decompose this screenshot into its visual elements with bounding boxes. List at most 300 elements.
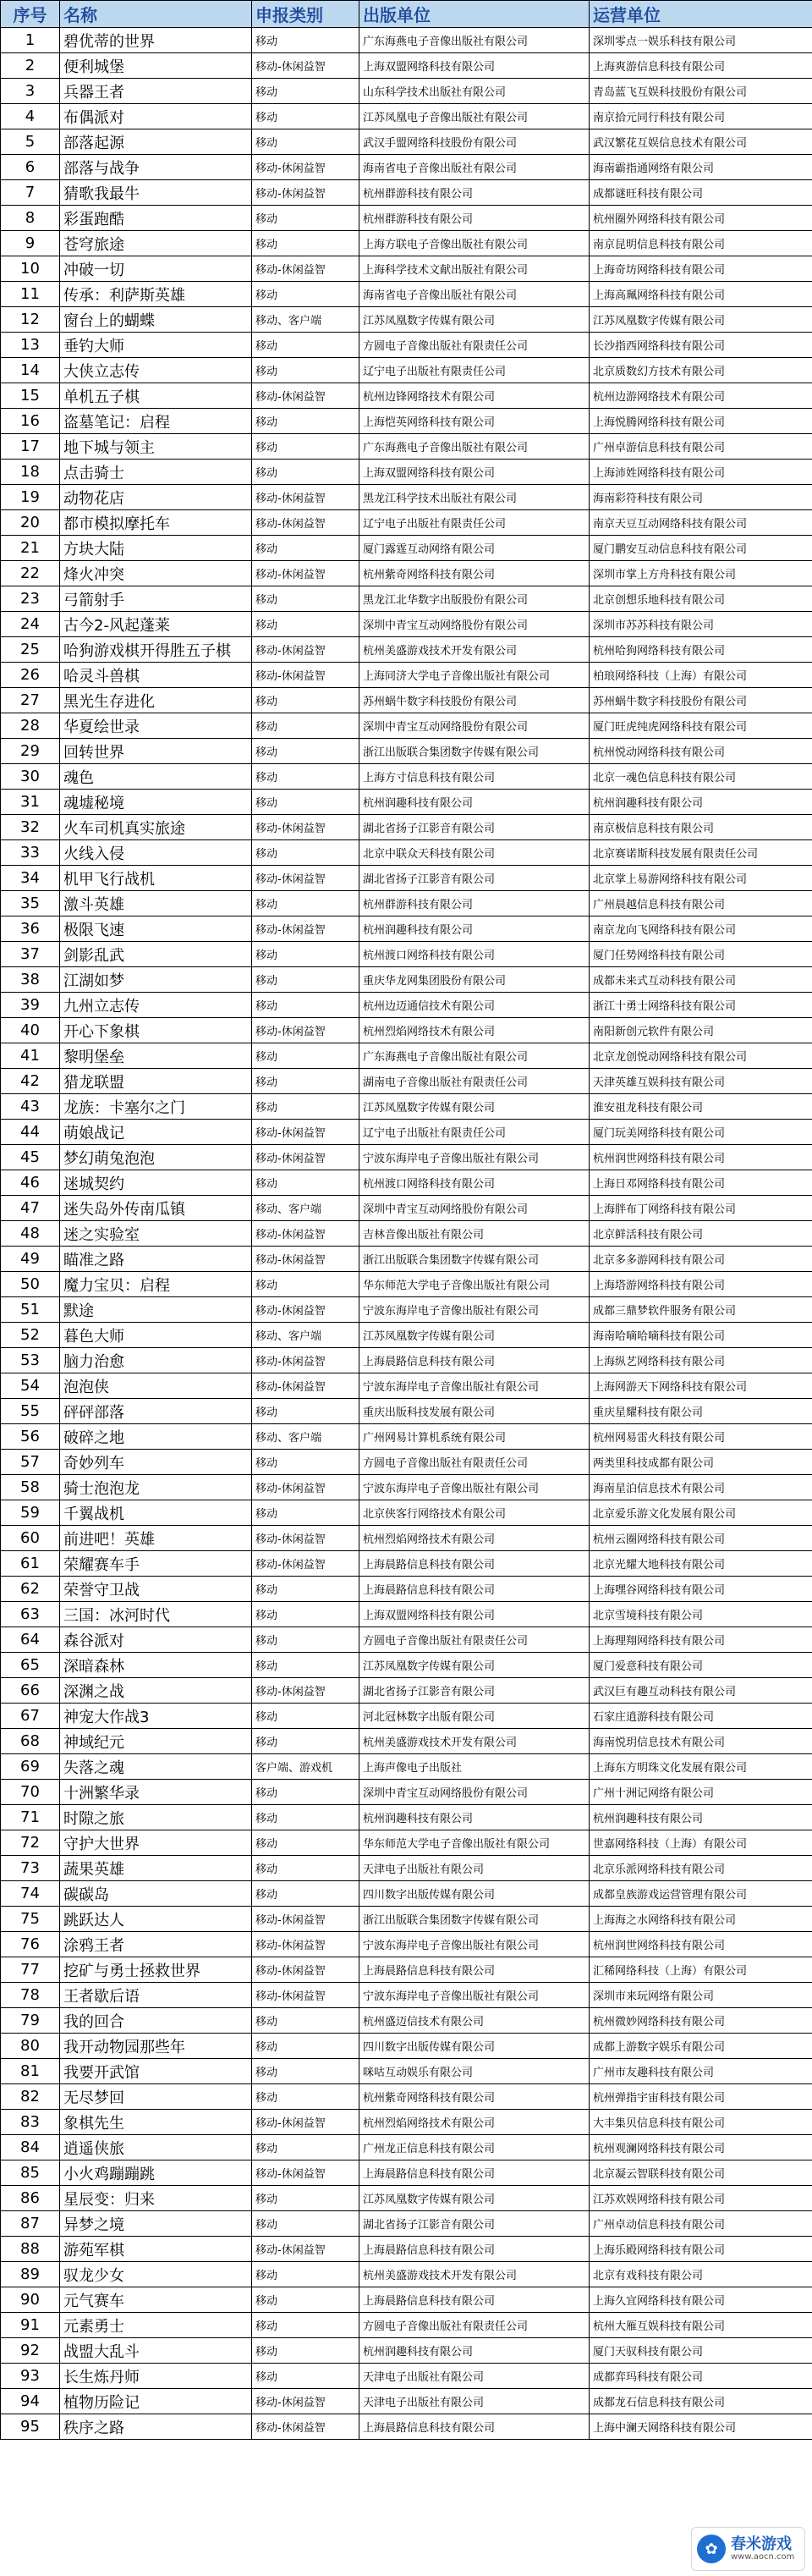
report-category: 移动-休闲益智 — [252, 180, 359, 206]
report-category: 移动 — [252, 739, 359, 764]
game-name: 砰砰部落 — [60, 1399, 252, 1424]
table-row — [1, 79, 812, 104]
game-name: 驭龙少女 — [60, 2262, 252, 2287]
game-name: 涂鸦王者 — [60, 1932, 252, 1957]
row-index: 90 — [1, 2287, 60, 2313]
game-name: 方块大陆 — [60, 536, 252, 561]
report-category: 移动-休闲益智 — [252, 1907, 359, 1932]
operator: 北京龙创悦动网络科技有限公司 — [590, 1043, 812, 1069]
game-name: 火车司机真实旅途 — [60, 815, 252, 840]
publisher: 江苏凤凰数字传媒有限公司 — [359, 2186, 590, 2211]
row-index: 46 — [1, 1170, 60, 1196]
row-index: 50 — [1, 1272, 60, 1297]
publisher: 上海晨路信息科技有限公司 — [359, 2287, 590, 2313]
table-row — [1, 1043, 812, 1069]
table-row — [1, 815, 812, 840]
publisher: 杭州润趣科技有限公司 — [359, 2338, 590, 2364]
table-row — [1, 1983, 812, 2008]
row-index: 79 — [1, 2008, 60, 2034]
report-category: 移动 — [252, 206, 359, 231]
row-index: 69 — [1, 1754, 60, 1780]
table-row — [1, 663, 812, 688]
table-row — [1, 2414, 812, 2440]
game-name: 魂色 — [60, 764, 252, 790]
publisher: 宁波东海岸电子音像出版社有限公司 — [359, 1297, 590, 1323]
report-category: 移动 — [252, 1094, 359, 1120]
operator: 海南霸指通网络有限公司 — [590, 155, 812, 180]
row-index: 4 — [1, 104, 60, 129]
publisher: 宁波东海岸电子音像出版社有限公司 — [359, 1983, 590, 2008]
publisher: 杭州润趣科技有限公司 — [359, 1805, 590, 1830]
operator: 上海网游天下网络科技有限公司 — [590, 1373, 812, 1399]
table-row — [1, 2160, 812, 2186]
publisher: 江苏凤凰数字传媒有限公司 — [359, 307, 590, 333]
report-category: 移动 — [252, 2338, 359, 2364]
table-row — [1, 155, 812, 180]
row-index: 3 — [1, 79, 60, 104]
table-row — [1, 2186, 812, 2211]
row-index: 6 — [1, 155, 60, 180]
game-name: 都市模拟摩托车 — [60, 510, 252, 536]
operator: 南京拾元同行科技有限公司 — [590, 104, 812, 129]
report-category: 移动 — [252, 231, 359, 256]
table-row — [1, 916, 812, 942]
row-index: 58 — [1, 1475, 60, 1500]
operator: 北京质数幻方技术有限公司 — [590, 358, 812, 383]
publisher: 上海科学技术文献出版社有限公司 — [359, 256, 590, 282]
row-index: 81 — [1, 2059, 60, 2084]
row-index: 1 — [1, 28, 60, 53]
report-category: 移动 — [252, 1830, 359, 1856]
operator: 北京鲜活科技有限公司 — [590, 1221, 812, 1247]
operator: 南京天豆互动网络科技有限公司 — [590, 510, 812, 536]
table-row — [1, 104, 812, 129]
report-category: 移动 — [252, 1399, 359, 1424]
operator: 深圳市苏苏科技有限公司 — [590, 612, 812, 637]
row-index: 54 — [1, 1373, 60, 1399]
row-index: 85 — [1, 2160, 60, 2186]
publisher: 上海晨路信息科技有限公司 — [359, 1551, 590, 1577]
row-index: 57 — [1, 1450, 60, 1475]
table-row — [1, 1018, 812, 1043]
report-category: 移动 — [252, 2135, 359, 2160]
report-category: 移动 — [252, 1577, 359, 1602]
publisher: 海南省电子音像出版社有限公司 — [359, 282, 590, 307]
game-name: 荣耀赛车手 — [60, 1551, 252, 1577]
operator: 杭州哈狗网络科技有限公司 — [590, 637, 812, 663]
operator: 广州卓游信息科技有限公司 — [590, 434, 812, 460]
table-row — [1, 764, 812, 790]
table-row — [1, 1094, 812, 1120]
watermark-url: www.aocn.com — [731, 2552, 795, 2562]
operator: 上海沛姓网络科技有限公司 — [590, 460, 812, 485]
game-name: 碧优蒂的世界 — [60, 28, 252, 53]
game-name: 龙族：卡塞尔之门 — [60, 1094, 252, 1120]
operator: 上海纵艺网络科技有限公司 — [590, 1348, 812, 1373]
game-name: 破碎之地 — [60, 1424, 252, 1450]
row-index: 29 — [1, 739, 60, 764]
report-category: 移动-休闲益智 — [252, 510, 359, 536]
report-category: 移动 — [252, 1881, 359, 1907]
game-name: 时隙之旅 — [60, 1805, 252, 1830]
publisher: 江苏凤凰数字传媒有限公司 — [359, 1653, 590, 1678]
publisher: 方圆电子音像出版社有限责任公司 — [359, 333, 590, 358]
operator: 杭州大雁互娱科技有限公司 — [590, 2313, 812, 2338]
table-row — [1, 2262, 812, 2287]
game-name: 开心下象棋 — [60, 1018, 252, 1043]
publisher: 湖北省扬子江影音有限公司 — [359, 2211, 590, 2237]
publisher: 湖南电子音像出版社有限责任公司 — [359, 1069, 590, 1094]
report-category: 移动 — [252, 2211, 359, 2237]
publisher: 北京侠客行网络技术有限公司 — [359, 1500, 590, 1526]
table-row — [1, 129, 812, 155]
publisher: 厦门露霆互动网络有限公司 — [359, 536, 590, 561]
game-name: 我的回合 — [60, 2008, 252, 2034]
table-row — [1, 333, 812, 358]
publisher: 江苏凤凰电子音像出版社有限公司 — [359, 104, 590, 129]
report-category: 客户端、游戏机 — [252, 1754, 359, 1780]
table-row — [1, 2084, 812, 2110]
publisher: 浙江出版联合集团数字传媒有限公司 — [359, 739, 590, 764]
publisher: 杭州渡口网络科技有限公司 — [359, 942, 590, 967]
report-category: 移动 — [252, 2059, 359, 2084]
game-name: 象棋先生 — [60, 2110, 252, 2135]
report-category: 移动-休闲益智 — [252, 1983, 359, 2008]
report-category: 移动-休闲益智 — [252, 1145, 359, 1170]
table-row — [1, 942, 812, 967]
game-name: 彩蛋跑酷 — [60, 206, 252, 231]
table-row — [1, 2364, 812, 2389]
game-name: 深暗森林 — [60, 1653, 252, 1678]
chunmi-logo-icon: ✿ — [697, 2535, 726, 2563]
table-row — [1, 485, 812, 510]
table-row — [1, 967, 812, 993]
operator: 北京乐派网络科技有限公司 — [590, 1856, 812, 1881]
row-index: 15 — [1, 383, 60, 409]
publisher: 广州龙正信息科技有限公司 — [359, 2135, 590, 2160]
row-index: 18 — [1, 460, 60, 485]
report-category: 移动 — [252, 1602, 359, 1627]
report-category: 移动 — [252, 2313, 359, 2338]
row-index: 34 — [1, 866, 60, 891]
table-row — [1, 1424, 812, 1450]
game-name: 植物历险记 — [60, 2389, 252, 2414]
game-name: 星辰变：归来 — [60, 2186, 252, 2211]
table-row — [1, 1323, 812, 1348]
operator: 长沙指西网络科技有限公司 — [590, 333, 812, 358]
table-row — [1, 1729, 812, 1754]
game-name: 元素勇士 — [60, 2313, 252, 2338]
publisher: 深圳中青宝互动网络股份有限公司 — [359, 713, 590, 739]
table-row — [1, 1120, 812, 1145]
report-category: 移动-休闲益智 — [252, 2389, 359, 2414]
operator: 上海久宜网络科技有限公司 — [590, 2287, 812, 2313]
publisher: 广东海燕电子音像出版社有限公司 — [359, 1043, 590, 1069]
game-name: 江湖如梦 — [60, 967, 252, 993]
table-row — [1, 1145, 812, 1170]
publisher: 天津电子出版社有限公司 — [359, 2364, 590, 2389]
row-index: 61 — [1, 1551, 60, 1577]
operator: 杭州云圈网络科技有限公司 — [590, 1526, 812, 1551]
row-index: 56 — [1, 1424, 60, 1450]
report-category: 移动 — [252, 282, 359, 307]
publisher: 黑龙江北华数字出版股份有限公司 — [359, 586, 590, 612]
row-index: 62 — [1, 1577, 60, 1602]
publisher: 宁波东海岸电子音像出版社有限公司 — [359, 1373, 590, 1399]
publisher: 杭州群游科技有限公司 — [359, 206, 590, 231]
operator: 上海乐殿网络科技有限公司 — [590, 2237, 812, 2262]
publisher: 上海声像电子出版社 — [359, 1754, 590, 1780]
game-name: 奇妙列车 — [60, 1450, 252, 1475]
operator: 广州十洲记网络有限公司 — [590, 1780, 812, 1805]
header-operator: 运营单位 — [590, 1, 812, 28]
table-row — [1, 561, 812, 586]
operator: 成都皇族游戏运营管理有限公司 — [590, 1881, 812, 1907]
table-row — [1, 1170, 812, 1196]
game-name: 猎龙联盟 — [60, 1069, 252, 1094]
game-name: 部落起源 — [60, 129, 252, 155]
game-name: 我开动物园那些年 — [60, 2034, 252, 2059]
operator: 北京有戏科技有限公司 — [590, 2262, 812, 2287]
operator: 厦门任势网络科技有限公司 — [590, 942, 812, 967]
report-category: 移动 — [252, 409, 359, 434]
row-index: 37 — [1, 942, 60, 967]
operator: 北京赛诺斯科技发展有限责任公司 — [590, 840, 812, 866]
table-row — [1, 536, 812, 561]
operator: 杭州悦动网络科技有限公司 — [590, 739, 812, 764]
operator: 上海悦腾网络科技有限公司 — [590, 409, 812, 434]
publisher: 重庆华龙网集团股份有限公司 — [359, 967, 590, 993]
report-category: 移动 — [252, 764, 359, 790]
operator: 深圳市来玩网络有限公司 — [590, 1983, 812, 2008]
game-name: 九州立志传 — [60, 993, 252, 1018]
publisher: 上海晨路信息科技有限公司 — [359, 2237, 590, 2262]
report-category: 移动、客户端 — [252, 307, 359, 333]
operator: 深圳零点一娱乐科技有限公司 — [590, 28, 812, 53]
row-index: 26 — [1, 663, 60, 688]
operator: 厦门鹏安互动信息科技有限公司 — [590, 536, 812, 561]
row-index: 83 — [1, 2110, 60, 2135]
table-row — [1, 1780, 812, 1805]
report-category: 移动 — [252, 2287, 359, 2313]
row-index: 11 — [1, 282, 60, 307]
operator: 上海嘿谷网络科技有限公司 — [590, 1577, 812, 1602]
game-name: 战盟大乱斗 — [60, 2338, 252, 2364]
operator: 上海中澜天网络科技有限公司 — [590, 2414, 812, 2440]
publisher: 广州网易计算机系统有限公司 — [359, 1424, 590, 1450]
game-name: 苍穹旅途 — [60, 231, 252, 256]
publisher: 杭州润趣科技有限公司 — [359, 916, 590, 942]
publisher: 湖北省扬子江影音有限公司 — [359, 866, 590, 891]
operator: 杭州边游网络技术有限公司 — [590, 383, 812, 409]
report-category: 移动-休闲益智 — [252, 1957, 359, 1983]
game-name: 梦幻萌兔泡泡 — [60, 1145, 252, 1170]
operator: 杭州圈外网络科技有限公司 — [590, 206, 812, 231]
header-name: 名称 — [60, 1, 252, 28]
operator: 南京极信息科技有限公司 — [590, 815, 812, 840]
row-index: 88 — [1, 2237, 60, 2262]
table-row — [1, 1805, 812, 1830]
game-name: 极限飞速 — [60, 916, 252, 942]
publisher: 杭州紫奇网络科技有限公司 — [359, 2084, 590, 2110]
row-index: 78 — [1, 1983, 60, 2008]
row-index: 23 — [1, 586, 60, 612]
table-row — [1, 2008, 812, 2034]
operator: 杭州润趣科技有限公司 — [590, 1805, 812, 1830]
operator: 上海日邓网络科技有限公司 — [590, 1170, 812, 1196]
operator: 上海塔游网络科技有限公司 — [590, 1272, 812, 1297]
row-index: 44 — [1, 1120, 60, 1145]
publisher: 武汉手盟网络科技股份有限公司 — [359, 129, 590, 155]
row-index: 84 — [1, 2135, 60, 2160]
game-name: 古今2-风起蓬莱 — [60, 612, 252, 637]
table-row — [1, 2034, 812, 2059]
table-row — [1, 2338, 812, 2364]
game-name: 神域纪元 — [60, 1729, 252, 1754]
game-name: 荣誉守卫战 — [60, 1577, 252, 1602]
operator: 世嘉网络科技（上海）有限公司 — [590, 1830, 812, 1856]
operator: 杭州润世网络科技有限公司 — [590, 1932, 812, 1957]
operator: 重庆星耀科技有限公司 — [590, 1399, 812, 1424]
table-row — [1, 1932, 812, 1957]
game-name: 哈灵斗兽棋 — [60, 663, 252, 688]
table-row — [1, 1247, 812, 1272]
game-name: 黑光生存进化 — [60, 688, 252, 713]
report-category: 移动 — [252, 1856, 359, 1881]
publisher: 方圆电子音像出版社有限责任公司 — [359, 1627, 590, 1653]
game-name: 火线入侵 — [60, 840, 252, 866]
publisher: 上海方联电子音像出版社有限公司 — [359, 231, 590, 256]
row-index: 40 — [1, 1018, 60, 1043]
publisher: 海南省电子音像出版社有限公司 — [359, 155, 590, 180]
operator: 汇稀网络科技（上海）有限公司 — [590, 1957, 812, 1983]
table-row — [1, 1475, 812, 1500]
watermark-title: 春米游戏 — [731, 2535, 792, 2552]
report-category: 移动 — [252, 1043, 359, 1069]
game-name: 暮色大师 — [60, 1323, 252, 1348]
row-index: 28 — [1, 713, 60, 739]
game-name: 激斗英雄 — [60, 891, 252, 916]
publisher: 苏州蜗牛数字科技股份有限公司 — [359, 688, 590, 713]
row-index: 20 — [1, 510, 60, 536]
publisher: 华东师范大学电子音像出版社有限公司 — [359, 1272, 590, 1297]
operator: 厦门玩美网络科技有限公司 — [590, 1120, 812, 1145]
game-name: 回转世界 — [60, 739, 252, 764]
publisher: 上海双盟网络科技有限公司 — [359, 460, 590, 485]
game-name: 挖矿与勇士拯救世界 — [60, 1957, 252, 1983]
game-name: 游苑军棋 — [60, 2237, 252, 2262]
operator: 北京掌上易游网络科技有限公司 — [590, 866, 812, 891]
table-row — [1, 282, 812, 307]
report-category: 移动 — [252, 333, 359, 358]
operator: 成都上游数字娱乐有限公司 — [590, 2034, 812, 2059]
operator: 广州卓动信息科技有限公司 — [590, 2211, 812, 2237]
game-name: 萌娘战记 — [60, 1120, 252, 1145]
publisher: 杭州边锋网络技术有限公司 — [359, 383, 590, 409]
publisher: 咪咕互动娱乐有限公司 — [359, 2059, 590, 2084]
table-row — [1, 2211, 812, 2237]
publisher: 深圳中青宝互动网络股份有限公司 — [359, 612, 590, 637]
operator: 南阳新创元软件有限公司 — [590, 1018, 812, 1043]
report-category: 移动-休闲益智 — [252, 1678, 359, 1704]
report-category: 移动-休闲益智 — [252, 663, 359, 688]
report-category: 移动-休闲益智 — [252, 2110, 359, 2135]
report-category: 移动 — [252, 891, 359, 916]
game-name: 蔬果英雄 — [60, 1856, 252, 1881]
report-category: 移动-休闲益智 — [252, 1373, 359, 1399]
publisher: 四川数字出版传媒有限公司 — [359, 2034, 590, 2059]
game-name: 烽火冲突 — [60, 561, 252, 586]
row-index: 48 — [1, 1221, 60, 1247]
publisher: 上海晨路信息科技有限公司 — [359, 1577, 590, 1602]
row-index: 74 — [1, 1881, 60, 1907]
operator: 南京昆明信息科技有限公司 — [590, 231, 812, 256]
row-index: 82 — [1, 2084, 60, 2110]
operator: 武汉巨有趣互动科技有限公司 — [590, 1678, 812, 1704]
game-name: 迷之实验室 — [60, 1221, 252, 1247]
publisher: 杭州烈焰网络技术有限公司 — [359, 1018, 590, 1043]
publisher: 天津电子出版社有限公司 — [359, 1856, 590, 1881]
game-name: 瞄准之路 — [60, 1247, 252, 1272]
row-index: 30 — [1, 764, 60, 790]
row-index: 92 — [1, 2338, 60, 2364]
publisher: 杭州紫奇网络科技有限公司 — [359, 561, 590, 586]
publisher: 广东海燕电子音像出版社有限公司 — [359, 434, 590, 460]
table-row — [1, 1551, 812, 1577]
game-name: 魂墟秘境 — [60, 790, 252, 815]
row-index: 67 — [1, 1704, 60, 1729]
operator: 江苏欢娱网络科技有限公司 — [590, 2186, 812, 2211]
game-name: 兵器王者 — [60, 79, 252, 104]
game-name: 深渊之战 — [60, 1678, 252, 1704]
row-index: 72 — [1, 1830, 60, 1856]
report-category: 移动 — [252, 967, 359, 993]
publisher: 上海方寸信息科技有限公司 — [359, 764, 590, 790]
game-name: 王者歇后语 — [60, 1983, 252, 2008]
row-index: 71 — [1, 1805, 60, 1830]
table-row — [1, 1526, 812, 1551]
row-index: 9 — [1, 231, 60, 256]
row-index: 86 — [1, 2186, 60, 2211]
table-row — [1, 1069, 812, 1094]
publisher: 江苏凤凰数字传媒有限公司 — [359, 1094, 590, 1120]
report-category: 移动-休闲益智 — [252, 637, 359, 663]
operator: 杭州润趣科技有限公司 — [590, 790, 812, 815]
operator: 苏州蜗牛数字科技股份有限公司 — [590, 688, 812, 713]
publisher: 重庆出版科技发展有限公司 — [359, 1399, 590, 1424]
table-row — [1, 1881, 812, 1907]
row-index: 36 — [1, 916, 60, 942]
operator: 石家庄逍游科技有限公司 — [590, 1704, 812, 1729]
table-row — [1, 2389, 812, 2414]
game-name: 前进吧！英雄 — [60, 1526, 252, 1551]
row-index: 77 — [1, 1957, 60, 1983]
operator: 北京凝云智联科技有限公司 — [590, 2160, 812, 2186]
game-name: 便利城堡 — [60, 53, 252, 79]
operator: 上海东方明珠文化发展有限公司 — [590, 1754, 812, 1780]
operator: 海南星泊信息技术有限公司 — [590, 1475, 812, 1500]
publisher: 杭州润趣科技有限公司 — [359, 790, 590, 815]
table-row — [1, 1907, 812, 1932]
report-category: 移动 — [252, 1729, 359, 1754]
row-index: 91 — [1, 2313, 60, 2338]
report-category: 移动 — [252, 1500, 359, 1526]
publisher: 方圆电子音像出版社有限责任公司 — [359, 1450, 590, 1475]
publisher: 上海晨路信息科技有限公司 — [359, 2160, 590, 2186]
report-category: 移动 — [252, 2008, 359, 2034]
operator: 成都弈玛科技有限公司 — [590, 2364, 812, 2389]
table-row — [1, 1348, 812, 1373]
